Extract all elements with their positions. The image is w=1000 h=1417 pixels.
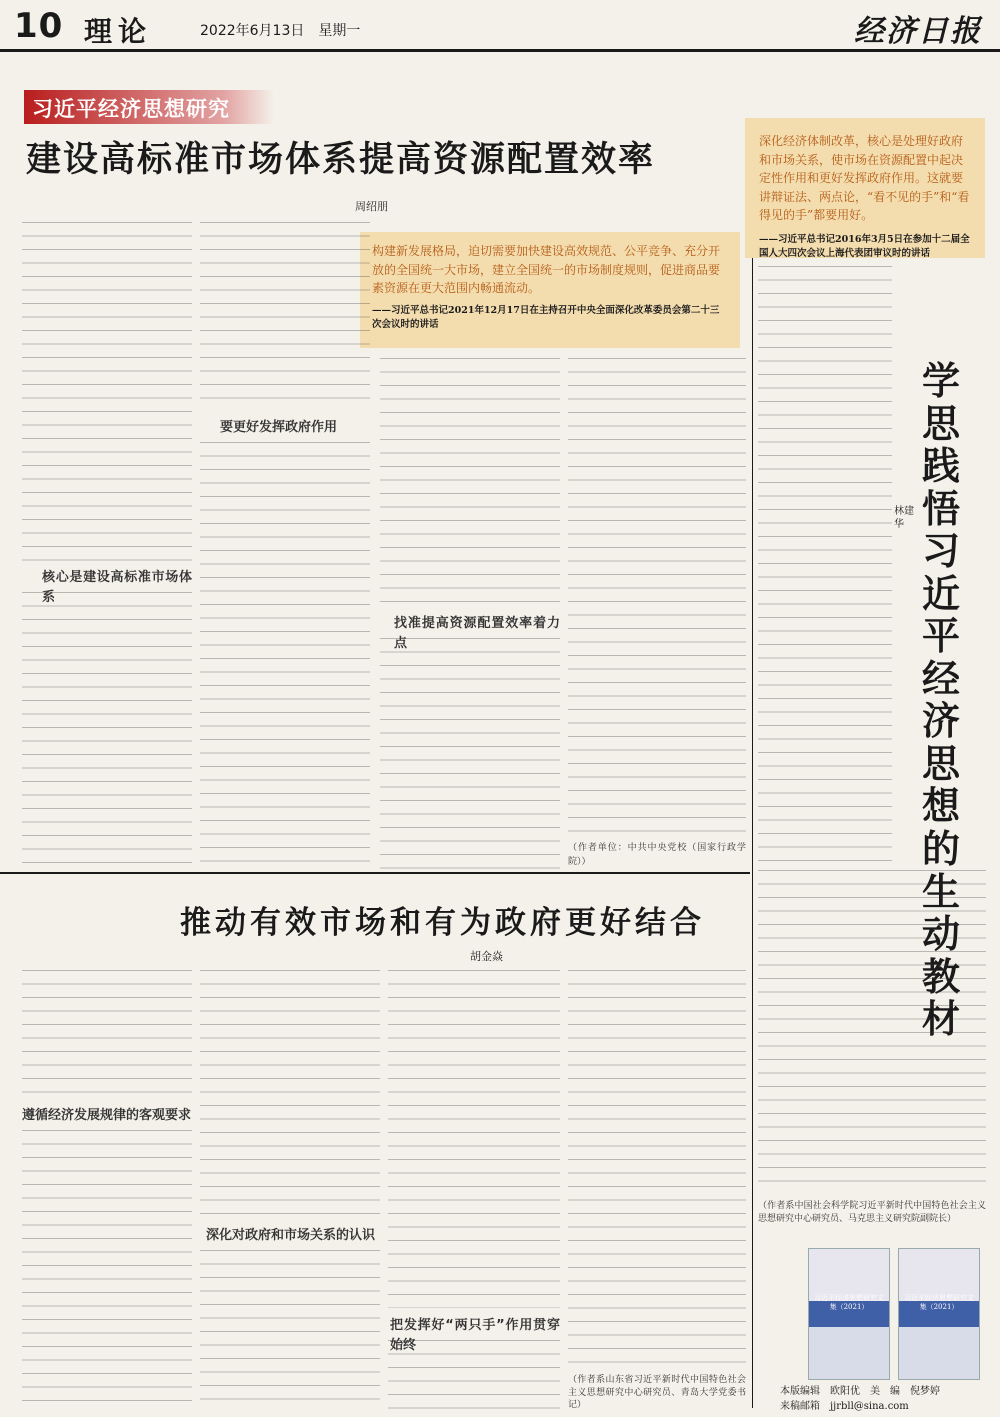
article2-subhead: 遵循经济发展规律的客观要求: [22, 1108, 192, 1123]
article1-subhead: 核心是建设高标准市场体系: [42, 570, 192, 605]
article2-column: [200, 970, 380, 1410]
article2-author-note: （作者系山东省习近平新时代中国特色社会主义思想研究中心研究员、青岛大学党委书记）: [568, 1375, 746, 1410]
masthead: [0, 0, 1000, 52]
divider: [0, 872, 750, 874]
paper-logo: 经济日报: [854, 14, 982, 49]
quote-text: 深化经济体制改革，核心是处理好政府和市场关系，使市场在资源配置中起决定性作用和更好发挥政府作用。这就要讲辩证法、两点论，“看不见的手”和“看得见的手”都要用好。: [759, 134, 970, 223]
book-cover: [808, 1248, 890, 1380]
quote-box: [360, 232, 740, 348]
sidebar-author: 林建华: [894, 506, 914, 530]
quote-source: ——习近平总书记2016年3月5日在参加十二届全国人大四次会议上海代表团审议时的讲话: [759, 233, 970, 260]
article2-column: [22, 970, 192, 1410]
article2-byline: 胡金焱: [470, 950, 503, 963]
submission-email: 来稿邮箱 jjrbll@sina.com: [780, 1401, 909, 1412]
article1-column: [22, 222, 192, 872]
column-tag: [24, 90, 274, 124]
column-tag-text: 习近平经济思想研究: [32, 97, 230, 121]
sidebar-title: 学思践悟习近平经济思想的生动教材: [922, 359, 961, 1042]
issue-date: 2022年6月13日 星期一: [200, 23, 361, 39]
article1-subhead: 找准提高资源配置效率着力点: [394, 616, 560, 651]
book-title: 习近平经济思想研究文集（2021）: [904, 1294, 974, 1312]
quote-source: ——习近平总书记2021年12月17日在主持召开中央全面深化改革委员会第二十三次会议时的讲话: [372, 304, 720, 331]
quote-text: 构建新发展格局，迫切需要加快建设高效规范、公平竞争、充分开放的全国统一大市场，建立全国统一的市场制度规则，促进商品要素资源在更大范围内畅通流动。: [372, 244, 721, 296]
editor-credit: 本版编辑 欧阳优 美 编 倪梦婷: [780, 1386, 940, 1397]
article1-byline: 周绍朋: [355, 200, 388, 213]
section-title: 理论: [84, 15, 153, 48]
sidebar-column: [758, 266, 892, 866]
book-title: 习近平经济思想研究文集（2021）: [814, 1294, 884, 1312]
article1-author-note: （作者单位：中共中央党校（国家行政学院））: [568, 843, 746, 867]
article2-column: [388, 970, 560, 1410]
sidebar-column: [758, 870, 986, 1242]
article2-subhead: 把发挥好“两只手”作用贯穿始终: [390, 1318, 560, 1353]
page-number: 10: [14, 6, 64, 46]
article1-column: [380, 358, 560, 872]
article1-subhead: 要更好发挥政府作用: [220, 420, 338, 435]
page-credits: [780, 1384, 990, 1414]
quote-box: [745, 118, 985, 258]
article2-subhead: 深化对政府和市场关系的认识: [206, 1228, 376, 1243]
article2-headline: 推动有效市场和有为政府更好结合: [180, 905, 705, 941]
sidebar-author-note: （作者系中国社会科学院习近平新时代中国特色社会主义思想研究中心研究员、马克思主义研究院副院长）: [758, 1201, 986, 1224]
article1-headline: 建设高标准市场体系提高资源配置效率: [26, 140, 656, 180]
article1-column: [568, 358, 746, 872]
book-cover: [898, 1248, 980, 1380]
article2-column: [568, 970, 746, 1410]
article1-column: [200, 222, 370, 872]
divider: [752, 258, 753, 1408]
